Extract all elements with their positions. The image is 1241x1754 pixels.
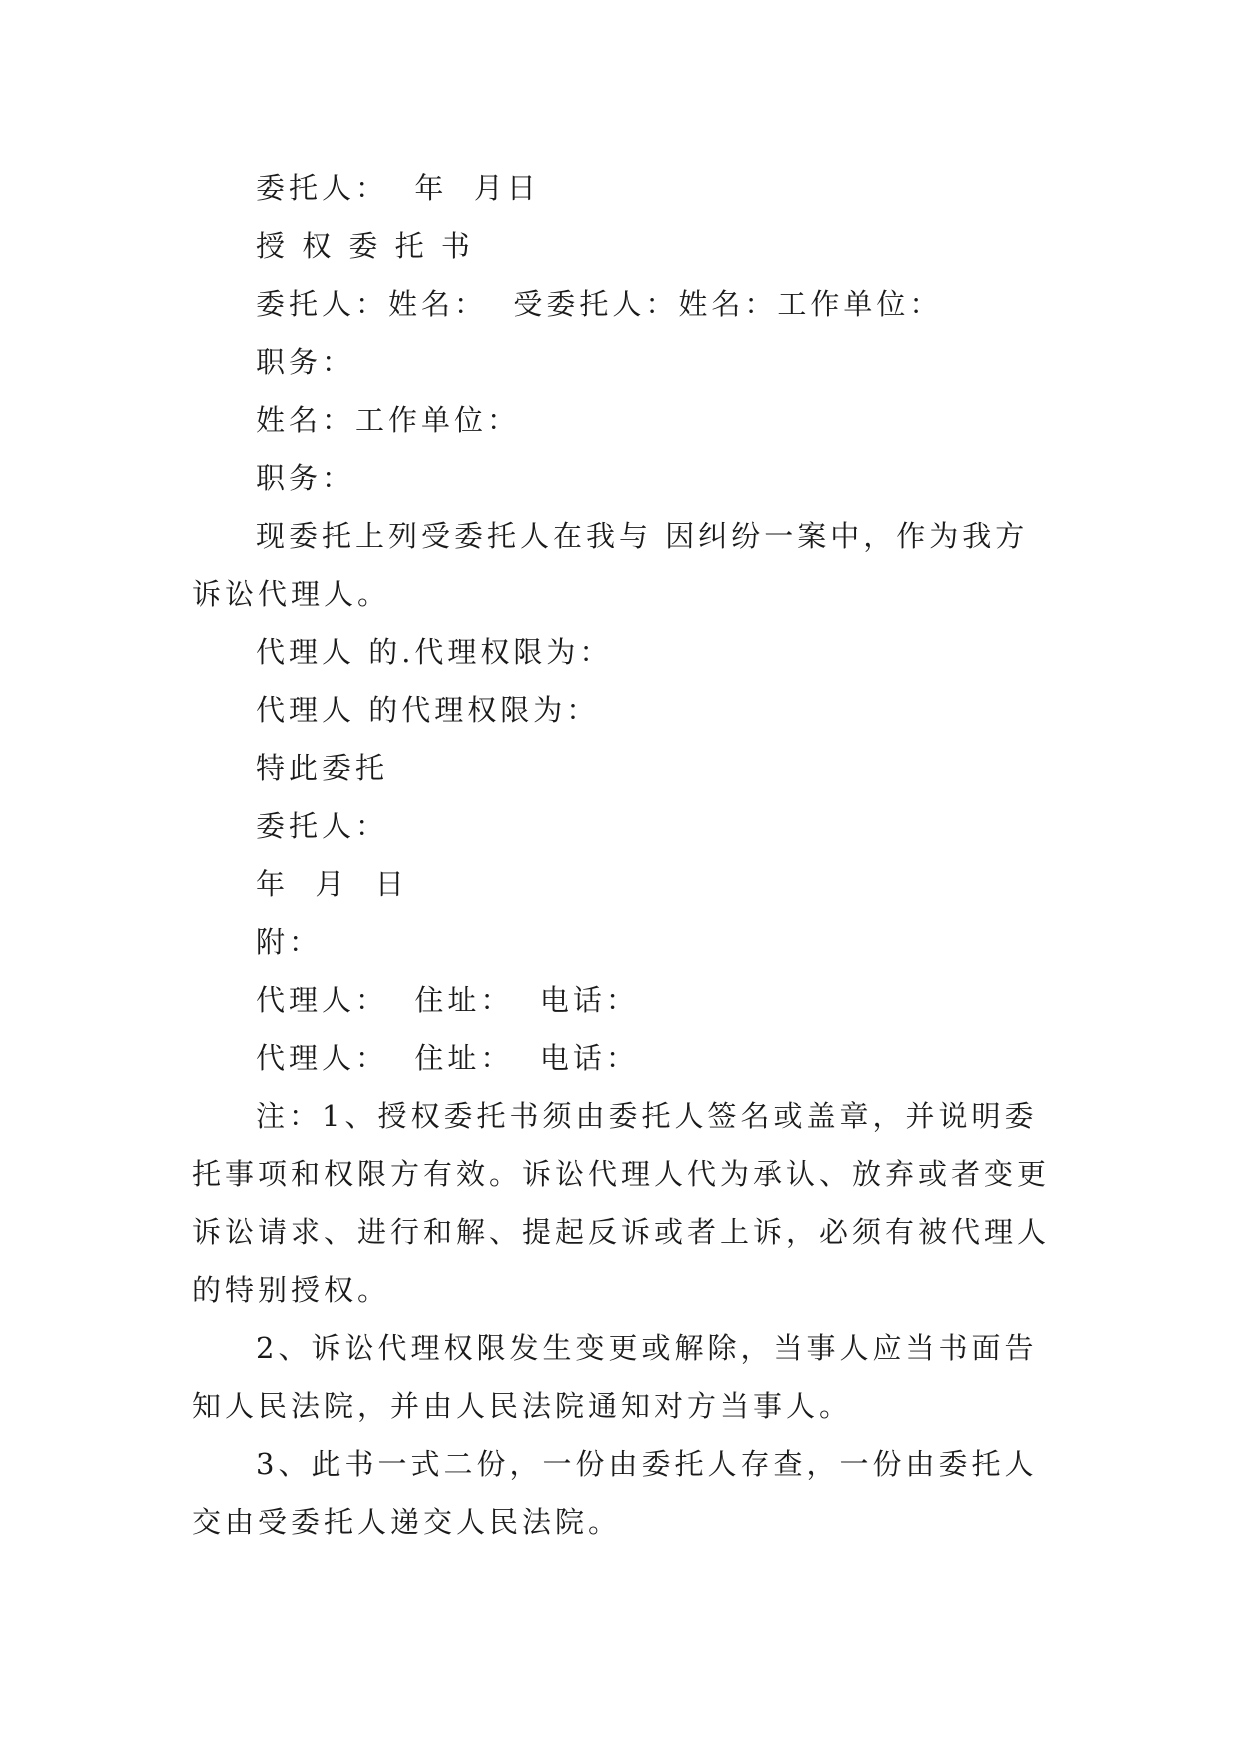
attachment-label: 附： xyxy=(256,925,323,959)
agent-contact-2: 代理人： 住址： 电话： xyxy=(256,1041,639,1075)
note-2: 2、诉讼代理权限发生变更或解除，当事人应当书面告知人民法院，并由人民法院通知对方当事人。 xyxy=(192,1331,1038,1423)
entrustment-paragraph: 现委托上列受委托人在我与 因纠纷一案中，作为我方诉讼代理人。 xyxy=(192,519,1029,611)
principal-signature-line: 委托人： xyxy=(256,809,389,843)
note-1: 注：1、授权委托书须由委托人签名或盖章，并说明委托事项和权限方有效。诉讼代理人代为承认、放弃或者变更诉讼请求、进行和解、提起反诉或者上诉，必须有被代理人的特别授权。 xyxy=(192,1099,1051,1307)
name-workplace-line: 姓名：工作单位： xyxy=(256,403,521,437)
agent-authority-2: 代理人 的代理权限为： xyxy=(256,693,600,727)
agent-authority-1: 代理人 的.代理权限为： xyxy=(256,635,613,669)
document-body xyxy=(192,159,1054,1551)
signature-date-line: 年 月 日 xyxy=(256,867,408,901)
position-line-2: 职务： xyxy=(256,461,356,495)
principal-agent-line: 委托人：姓名： 受委托人：姓名：工作单位： xyxy=(256,287,943,321)
agent-contact-1: 代理人： 住址： 电话： xyxy=(256,983,639,1017)
date-line: 委托人： 年 月日 xyxy=(256,171,540,205)
position-line-1: 职务： xyxy=(256,345,356,379)
note-3: 3、此书一式二份，一份由委托人存查，一份由委托人交由受委托人递交人民法院。 xyxy=(192,1447,1038,1539)
document-title: 授 权 委 托 书 xyxy=(256,229,474,263)
hereby-entrust: 特此委托 xyxy=(256,751,389,785)
